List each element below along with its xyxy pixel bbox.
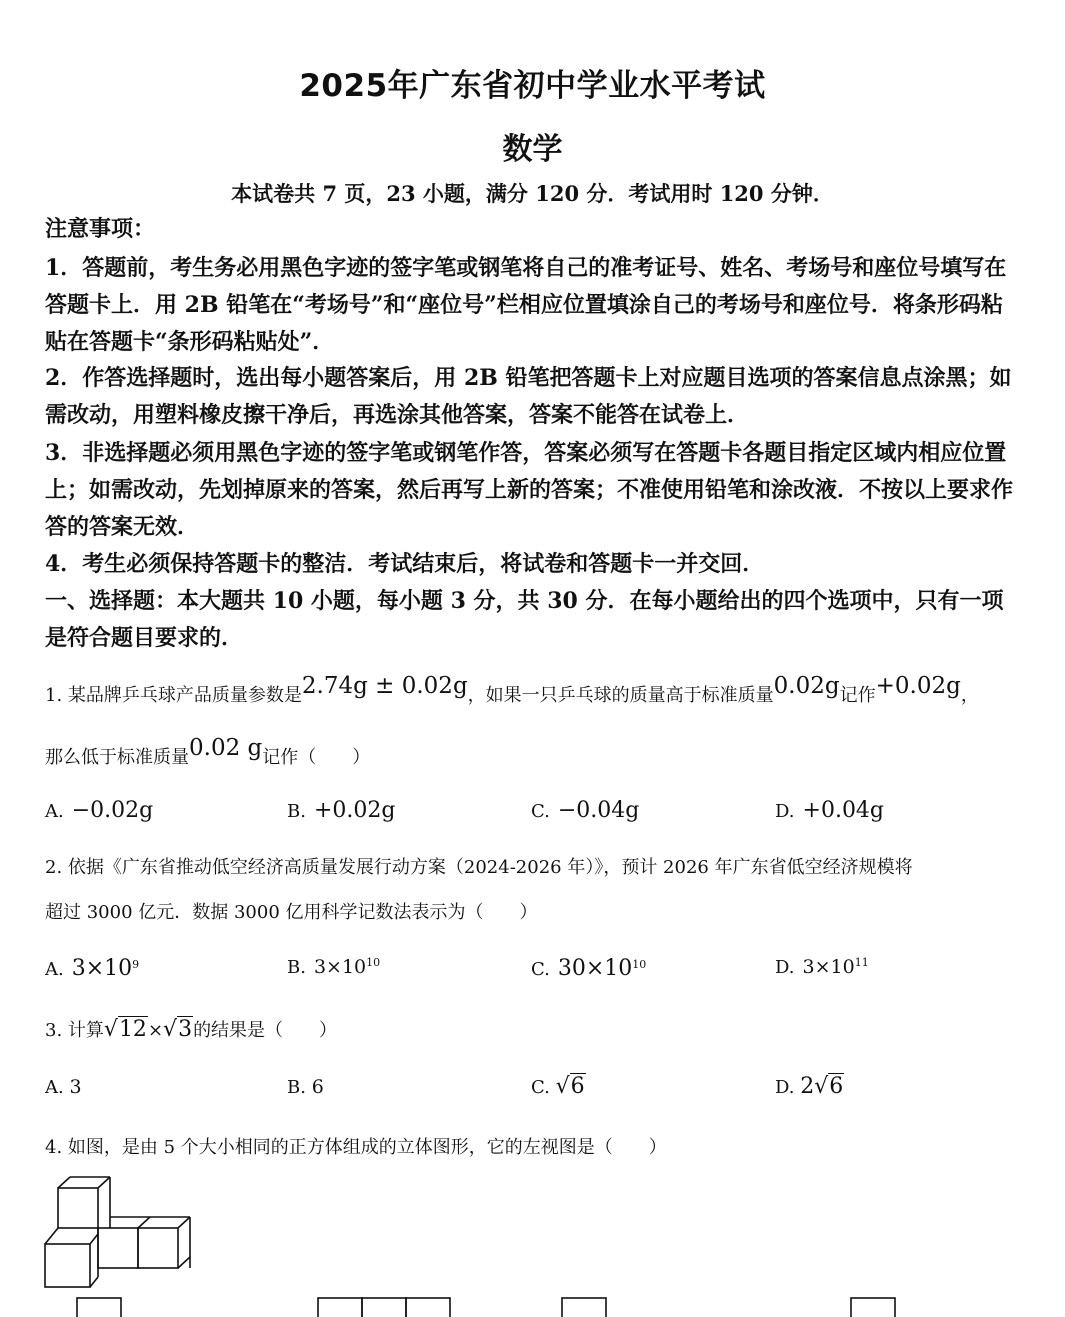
notice-item-2: 2．作答选择题时，选出每小题答案后，用 2B 铅笔把答题卡上对应题目选项的答案信息点涂黑；如需改动，用塑料橡皮擦干净后，再选涂其他答案，答案不能答在试卷上． [45,365,1012,428]
sqrt-expression: √3 [163,1017,193,1042]
q4-option-c-figure[interactable] [560,1296,610,1317]
math-expression: 0.02 g [189,735,263,761]
subject-title: 数学 [502,132,563,167]
question-2-line-2: 超过 3000 亿元．数据 3000 亿用科学记数法表示为（ ） [45,902,538,923]
exam-info: 本试卷共 7 页，23 小题，满分 120 分．考试用时 120 分钟． [231,181,834,206]
q2-option-c[interactable]: C. $30\times 10^{10}$ [531,956,647,981]
math-expression: 2.74g ± 0.02g [301,673,468,699]
q3-option-d[interactable]: D. 2√6 [775,1074,844,1099]
exam-title: 2025年广东省初中学业水平考试 [299,68,766,104]
notice-item-1: 1．答题前，考生务必用黑色字迹的签字笔或钢笔将自己的准考证号、姓名、考场号和座位号填写在答题卡上．用 2B 铅笔在“考场号”和“座位号”栏相应位置填涂自己的考场号和座位号．将条形码粘贴在答题卡“条形码粘贴处”． [45,255,1007,355]
q2-option-a[interactable]: A. $3\times 10^9$ [45,956,140,981]
q1-option-d[interactable]: D. +0.04g [775,798,885,823]
q2-option-d[interactable]: D. $3\times 10^{11}$ [775,956,869,978]
cube-figure [40,1172,200,1292]
q2-option-b[interactable]: B. $3\times 10^{10}$ [287,956,381,978]
math-expression: 0.02g [773,673,840,699]
notice-item-3: 3．非选择题必须用黑色字迹的签字笔或钢笔作答，答案必须写在答题卡各题目指定区域内相应位置上；如需改动，先划掉原来的答案，然后再写上新的答案；不准使用铅笔和涂改液．不按以上要求作答的答案无效． [45,440,1014,540]
question-3: 3. 计算√12×√3的结果是（ ） [45,1017,338,1042]
q3-option-b[interactable]: B. 6 [287,1076,324,1098]
notice-item-4: 4．考生必须保持答题卡的整洁．考试结束后，将试卷和答题卡一并交回． [45,551,765,577]
math-expression: +0.02g [875,673,961,699]
question-1-line-2: 那么低于标准质量0.02 g记作（ ） [45,735,371,768]
sqrt-expression: √12 [103,1017,147,1042]
question-2-line-1: 2. 依据《广东省推动低空经济高质量发展行动方案（2024-2026 年）》，预计 2026 年广东省低空经济规模将 [45,857,913,878]
section-heading: 一、选择题：本大题共 10 小题，每小题 3 分，共 30 分．在每小题给出的四个选项中，只有一项是符合题目要求的． [45,588,1004,651]
notice-heading: 注意事项： [45,216,156,242]
question-1-line-1: 1. 某品牌乒乓球产品质量参数是2.74g ± 0.02g，如果一只乒乓球的质量高于标准质量0.02g记作+0.02g， [45,673,979,706]
q1-option-b[interactable]: B. +0.02g [287,798,396,823]
q4-option-a-figure[interactable] [75,1296,125,1317]
q4-option-d-figure[interactable] [849,1296,899,1317]
q1-option-a[interactable]: A. −0.02g [45,798,154,823]
q4-option-b-figure[interactable] [316,1296,452,1317]
q3-option-a[interactable]: A. 3 [45,1076,82,1098]
q1-option-c[interactable]: C. −0.04g [531,798,640,823]
q3-option-c[interactable]: C. √6 [531,1074,585,1099]
question-4: 4. 如图，是由 5 个大小相同的正方体组成的立体图形，它的左视图是（ ） [45,1137,667,1158]
